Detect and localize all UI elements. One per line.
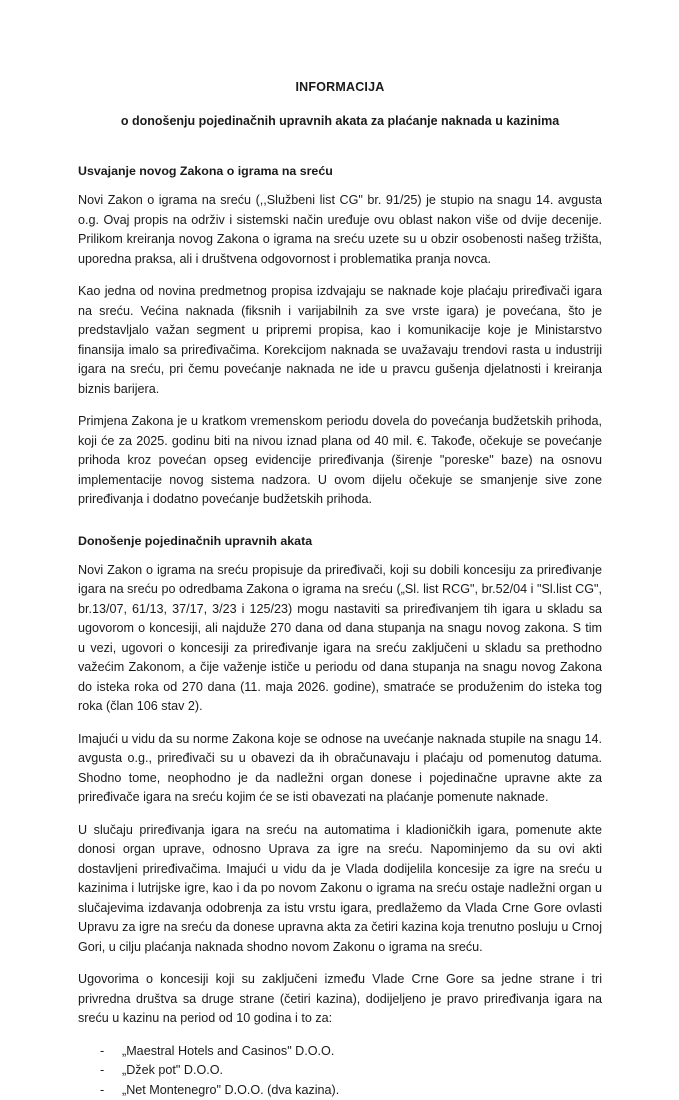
list-item xyxy=(78,1042,602,1062)
paragraph-concession-contracts-intro: Ugovorima o koncesiji koji su zaključeni između Vlade Crne Gore sa jedne strane i tri privredna društva sa druge strane (četiri kazina), dodijeljeno je pravo priređivanja igara na sreću u kazinu na period od 10 godina i to za: xyxy=(78,957,602,1029)
page-title: INFORMACIJA xyxy=(78,72,602,94)
list-item xyxy=(78,1081,602,1100)
list-marker-dash: - xyxy=(100,1061,122,1081)
list-marker-dash: - xyxy=(100,1042,122,1062)
paragraph-obligation-to-calculate-fees: Imajući u vidu da su norme Zakona koje se odnose na uvećanje naknada stupile na snagu 14. avgusta o.g., priređivači su u obavezi da ih obračunavaju i plaćaju od pomenutog datuma. Shodno tome, neophodno je da nadležni organ donese i pojedinačne upravne akte za priređivače igara na sreću kojim će se isti obavezati na plaćanje pomenute naknade. xyxy=(78,717,602,808)
paragraph-new-law-entry-into-force: Novi Zakon o igrama na sreću (,,Službeni list CG" br. 91/25) je stupio na snagu 14. avgusta o.g. Ovaj propis na održiv i sistemski način uređuje ovu oblast nakon više od dvije decenije. Prilikom kreiranja novog Zakona o igrama na sreću uzete su u obzir osobenosti našeg tržišta, uporedna praksa, ali i društvena odgovornost i problematika pranja novca. xyxy=(78,180,602,269)
list-item-label: „Džek pot" D.O.O. xyxy=(122,1061,602,1081)
section-heading-administrative-acts: Donošenje pojedinačnih upravnih akata xyxy=(78,510,602,550)
paragraph-competent-authority-proposal: U slučaju priređivanja igara na sreću na automatima i kladioničkih igara, pomenute akte donosi organ uprave, odnosno Uprava za igre na sreću. Napominjemo da su ovi akti dostavljeni priređivačima. Imajući u vidu da je Vlada dodijelila koncesije za igre na sreću u kazinima i lutrijske igre, kao i da po novom Zakonu o igrama na sreću ostaje nadležni organ u slučajevima izdavanja odobrenja za istu vrstu igara, predlažemo da Vlada Crne Gore ovlasti Upravu za igre na sreću da donese upravna akta za četiri kazina koja trenutno posluju u Crnoj Gori, u cilju plaćanja naknada shodno novom Zakonu o igrama na sreću. xyxy=(78,808,602,958)
section-adoption-of-new-law xyxy=(78,128,602,510)
list-item xyxy=(78,1061,602,1081)
paragraph-budget-revenues: Primjena Zakona je u kratkom vremenskom periodu dovela do povećanja budžetskih prihoda, koji će za 2025. godinu biti na nivou iznad plana od 40 mil. €. Takođe, očekuje se povećanje prihoda kroz povećan opseg evidencije priređivanja (širenje "poreske" baze) na osnovu implementacije novog sistema nadzora. U ovom dijelu očekuje se smanjenje sive zone priređivanja i dodatno povećanje budžetskih prihoda. xyxy=(78,399,602,510)
paragraph-fees-increase: Kao jedna od novina predmetnog propisa izdvajaju se naknade koje plaćaju priređivači igara na sreću. Većina naknada (fiksnih i varijabilnih za sve vrste igara) je povećana, što je predstavljalo važan segment u pripremi propisa, kao i komunikacije koje je Ministarstvo finansija imalo sa priređivačima. Korekcijom naknada se uvažavaju trendovi rasta u industriji igara na sreću, pri čemu povećanje naknada ne ide u pravcu gušenja djelatnosti i kreiranja biznis barijera. xyxy=(78,269,602,399)
paragraph-concession-transition-period: Novi Zakon o igrama na sreću propisuje da priređivači, koji su dobili koncesiju za priređivanje igara na sreću po odredbama Zakona o igrama na sreću („Sl. list RCG", br.52/04 i "Sl.list CG", br.13/07, 61/13, 37/17, 3/23 i 125/23) mogu nastaviti sa priređivanjem tih igara u skladu sa ugovorom o koncesiji, ali najduže 270 dana od dana stupanja na snagu novog zakona. S tim u vezi, ugovori o koncesiji za priređivanje igara na sreću zaključeni u skladu sa prethodno važećim Zakonom, a čije važenje ističe u periodu od dana stupanja na snagu novog Zakona do isteka roka od 270 dana (11. maja 2026. godine), smatraće se produženim do isteka tog roka (član 106 stav 2). xyxy=(78,550,602,717)
list-item-label: „Maestral Hotels and Casinos" D.O.O. xyxy=(122,1042,602,1062)
casino-company-list xyxy=(78,1029,602,1100)
list-marker-dash: - xyxy=(100,1081,122,1100)
section-individual-administrative-acts xyxy=(78,510,602,1100)
list-item-label: „Net Montenegro" D.O.O. (dva kazina). xyxy=(122,1081,602,1100)
page-subtitle: o donošenju pojedinačnih upravnih akata za plaćanje naknada u kazinima xyxy=(78,94,602,128)
section-heading-adoption: Usvajanje novog Zakona o igrama na sreću xyxy=(78,128,602,180)
